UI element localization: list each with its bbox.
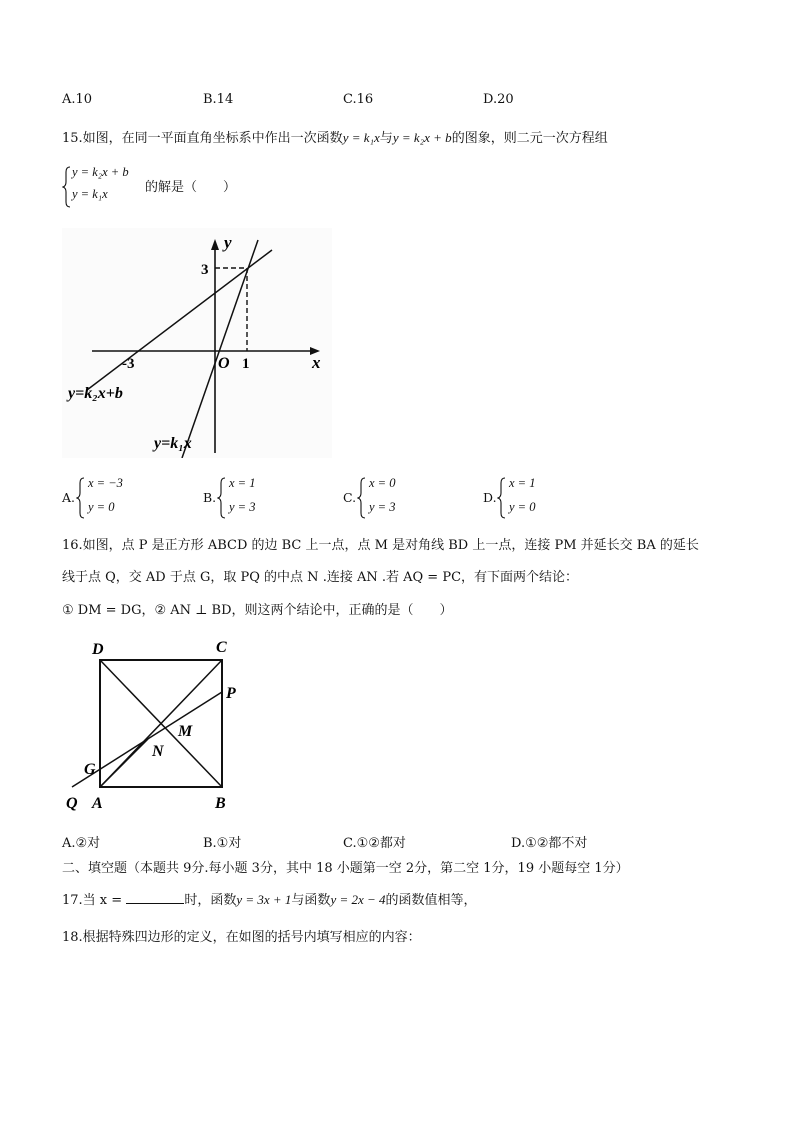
q16-option-b: B.①对 [203, 836, 242, 851]
q16-option-a: A.②对 [62, 836, 101, 851]
x-axis-label: x [312, 353, 321, 372]
label-b: B [215, 795, 226, 812]
q14-option-b: B.14 [203, 92, 234, 107]
q14-option-a: A.10 [62, 92, 93, 107]
q15-option-d: D. x = 1 y = 0 [483, 476, 613, 520]
left-brace-icon [357, 476, 367, 520]
q15-option-c: C. x = 0 y = 3 [343, 476, 473, 520]
label-line-k1x: y=k₁x [154, 435, 192, 452]
origin-label: O [218, 355, 230, 372]
q18-stem: 18.根据特殊四边形的定义，在如图的括号内填写相应的内容： [62, 930, 421, 945]
q17-stem: 17.当 x = 时，函数y = 3x + 1与函数y = 2x − 4的函数值相等， [62, 892, 477, 908]
y-axis-label: y [224, 233, 232, 252]
label-g: G [84, 761, 96, 778]
q16-option-d: D.①②都不对 [511, 836, 588, 851]
q14-option-c: C.16 [343, 92, 374, 107]
label-p: P [226, 685, 236, 702]
tick-label-y3: 3 [201, 262, 209, 278]
left-brace-icon [497, 476, 507, 520]
q15-option-b: B. x = 1 y = 3 [203, 476, 333, 520]
left-brace-icon [76, 476, 86, 520]
label-c: C [216, 639, 227, 656]
q16-stem-line2: 线于点 Q，交 AD 于点 G，取 PQ 的中点 N .连接 AN .若 AQ = PC，有下面两个结论： [62, 570, 579, 585]
left-brace-icon [62, 165, 72, 209]
q15-system-suffix: 的解是（ ） [145, 180, 237, 195]
q15-coordinate-graph [62, 228, 332, 458]
left-brace-icon [217, 476, 227, 520]
q15-system-eq2: y = k₁x [72, 187, 108, 201]
tick-label-xm3: -3 [122, 356, 135, 372]
section2-heading: 二、填空题（本题共 9分.每小题 3分，其中 18 小题第一空 2分，第二空 1分，19 小题每空 1分） [62, 861, 629, 876]
q16-square-figure [62, 632, 252, 817]
label-q: Q [66, 795, 78, 812]
segment-an [100, 739, 148, 787]
q16-option-c: C.①②都对 [343, 836, 406, 851]
label-a: A [92, 795, 103, 812]
q17-answer-blank[interactable] [126, 891, 184, 904]
label-m: M [178, 723, 193, 740]
q14-option-d: D.20 [483, 92, 514, 107]
tick-label-x1: 1 [242, 356, 250, 372]
label-n: N [152, 743, 164, 760]
q16-stem-line1: 16.如图，点 P 是正方形 ABCD 的边 BC 上一点，点 M 是对角线 BD 上一点，连接 PM 并延长交 BA 的延长 [62, 538, 699, 553]
q15-option-a: A. x = −3 y = 0 [62, 476, 192, 520]
label-d: D [92, 641, 104, 658]
q15-stem-line1: 15.如图，在同一平面直角坐标系中作出一次函数y = k₁x与y = k₂x + b的图象，则二元一次方程组 [62, 130, 608, 146]
label-line-k2x-plus-b: y=k₂x+b [68, 385, 123, 402]
q15-system-eq1: y = k₂x + b [72, 165, 129, 179]
q16-stem-line3: ① DM = DG，② AN ⊥ BD，则这两个结论中，正确的是（ ） [62, 603, 453, 618]
